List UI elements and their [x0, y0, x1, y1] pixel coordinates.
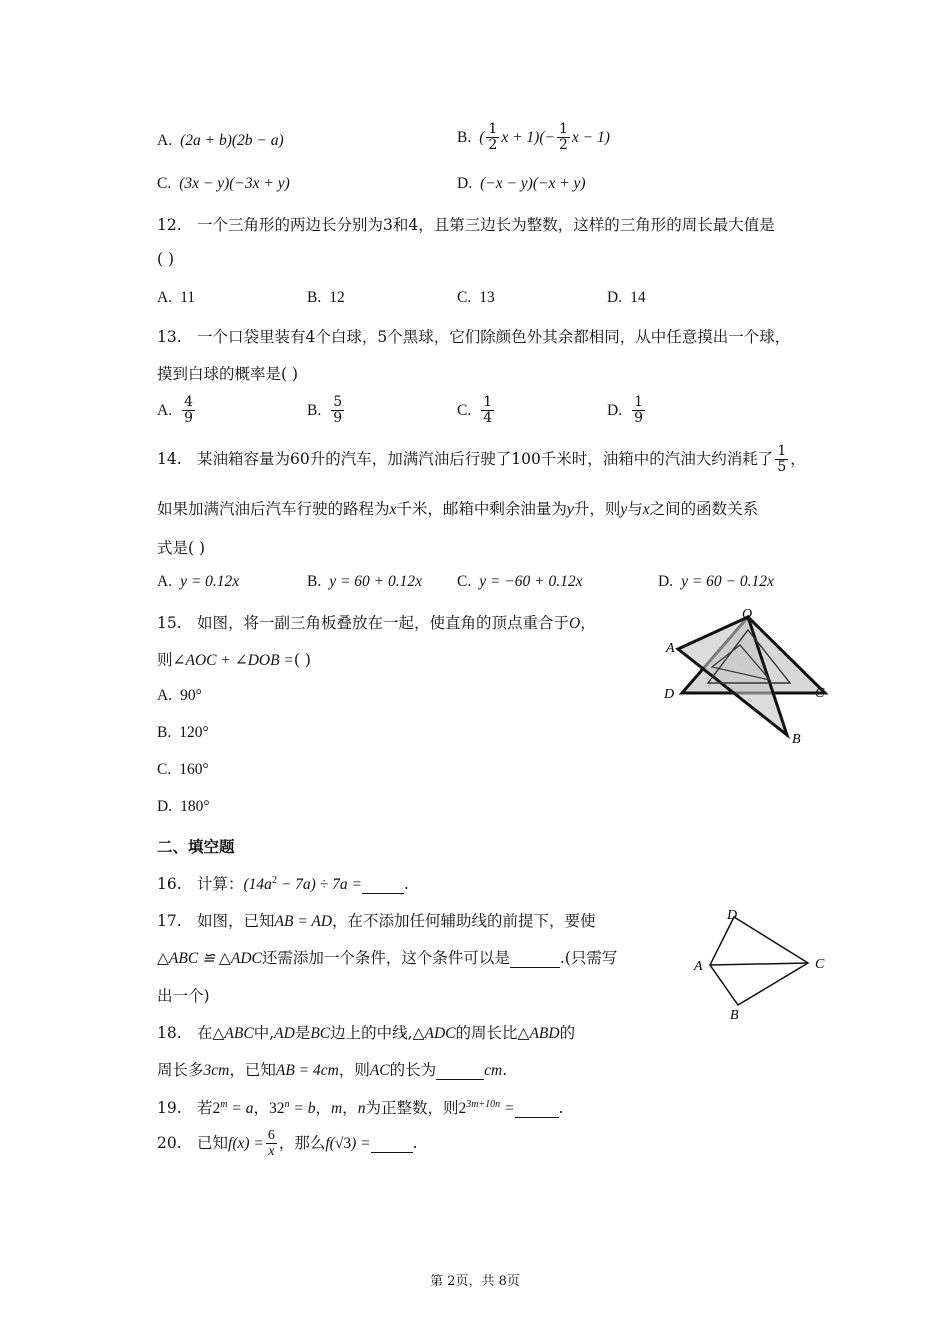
q13-stem-line1: 13. 一个口袋里装有4个白球，5个黑球，它们除颜色外其余都相同，从中任意摸出一个球， [157, 328, 791, 346]
q17-stem-line3: 出一个) [157, 987, 210, 1005]
label-a: A [666, 641, 675, 656]
label-d: D [664, 687, 675, 702]
q12-paren: ( ) [157, 250, 175, 268]
q15-stem-line2: 则∠AOC + ∠DOB =( ) [157, 651, 311, 669]
option-expr: (3x − y)(−3x + y) [179, 175, 290, 192]
fraction: $\frac{1}{2}$ [488, 121, 498, 154]
q17-kite-figure [690, 905, 830, 1025]
q17-stem-line2: △ABC ≌ △ADC还需添加一个条件，这个条件可以是 .(只需写 [157, 949, 618, 967]
answer-blank[interactable] [371, 1134, 413, 1153]
option-expr: (−x − y)(−x + y) [480, 175, 586, 192]
q13-option-d: D. $\frac{1}{9}$ [607, 394, 643, 427]
q11-option-d [457, 174, 586, 193]
question-text: 一个三角形的两边长分别为3和4，且第三边长为整数，这样的三角形的周长最大值是 [197, 216, 775, 234]
label-b: B [792, 732, 801, 747]
label-o: O [742, 607, 753, 622]
label-c: C [815, 957, 825, 972]
q13-option-a: A. $\frac{4}{9}$ [157, 394, 193, 427]
q12-option-a: A. 11 [157, 289, 196, 306]
q12-option-c: C. 13 [457, 289, 495, 306]
q14-stem-line2: 如果加满汽油后汽车行驶的路程为x千米，邮箱中剩余油量为y升，则y与x之间的函数关系 [157, 500, 759, 518]
label-d: D [727, 908, 738, 923]
q16-stem: 16. 计算：$(14a^2 - 7a) \div 7a$ = . [157, 874, 409, 893]
q11-option-c [157, 174, 290, 193]
option-label: D. [457, 175, 473, 192]
q19-stem: 19. 若$2^m = a$，$32^n = b$，m，n为正整数，则$2^{3m+10n}$ = . [157, 1098, 564, 1117]
q15-option-a: A. 90° [157, 687, 202, 704]
q14-option-a: A. y = 0.12x [157, 573, 240, 590]
option-expr: (2a + b)(2b − a) [180, 132, 284, 149]
question-number: 15. [157, 614, 182, 632]
q14-option-b: B. y = 60 + 0.12x [307, 573, 423, 590]
section-fill-in-title: 二、填空题 [157, 837, 235, 856]
q12-option-b: B. 12 [307, 289, 345, 306]
q11-option-a [157, 131, 284, 150]
q15-stem-line1: 15. 如图，将一副三角板叠放在一起，使直角的顶点重合于O， [157, 614, 596, 632]
fraction: $\frac{1}{2}$ [558, 121, 568, 154]
q15-triangles-figure [660, 605, 835, 750]
q15-option-c: C. 160° [157, 761, 209, 778]
q14-option-d: D. y = 60 − 0.12x [658, 573, 774, 590]
option-label: B. [457, 128, 472, 146]
label-a: A [694, 959, 703, 974]
q20-stem: 20. 已知f(x) = $\frac{6}{x}$ ，那么f(√3) = . [157, 1128, 418, 1160]
q13-stem-line2: 摸到白球的概率是( ) [157, 365, 299, 383]
q14-option-c: C. y = −60 + 0.12x [457, 573, 583, 590]
q15-option-b: B. 120° [157, 724, 209, 741]
answer-blank[interactable] [510, 949, 560, 968]
q14-stem-line3: 式是( ) [157, 539, 206, 557]
option-label: C. [157, 175, 172, 192]
answer-blank[interactable] [436, 1061, 484, 1080]
q18-stem-line1: 18. 在△ABC中,AD是BC边上的中线,△ADC的周长比△ABD的 [157, 1024, 576, 1042]
page-footer: 第 2页，共 8页 [430, 1274, 520, 1289]
q15-option-d: D. 180° [157, 798, 210, 815]
q18-stem-line2: 周长多3cm，已知AB = 4cm，则AC的长为 cm. [157, 1061, 508, 1079]
label-b: B [730, 1008, 739, 1023]
label-c: C [815, 686, 825, 701]
diagonal-ac [710, 963, 808, 965]
q14-stem-line1: 14. 某油箱容量为60升的汽车，加满汽油后行驶了100千米时，油箱中的汽油大约消耗了 $\frac{1}{5}$ ， [157, 443, 806, 476]
q12-stem [157, 213, 775, 235]
question-number: 12. [157, 216, 182, 234]
question-number: 14. [157, 449, 182, 468]
answer-blank[interactable] [515, 1099, 559, 1118]
q11-option-b: B. ( $\frac{1}{2}$ x + 1)(− $\frac{1}{2}$ x − 1) [457, 121, 610, 154]
q13-option-b: B. $\frac{5}{9}$ [307, 394, 343, 427]
question-number: 13. [157, 328, 182, 346]
q17-stem-line1: 17. 如图，已知AB = AD，在不添加任何辅助线的前提下，要使 [157, 912, 596, 930]
q13-option-c: C. $\frac{1}{4}$ [457, 394, 493, 427]
answer-blank[interactable] [362, 875, 404, 894]
q12-option-d: D. 14 [607, 289, 646, 306]
kite-quadrilateral [710, 917, 808, 1005]
option-label: A. [157, 132, 173, 149]
